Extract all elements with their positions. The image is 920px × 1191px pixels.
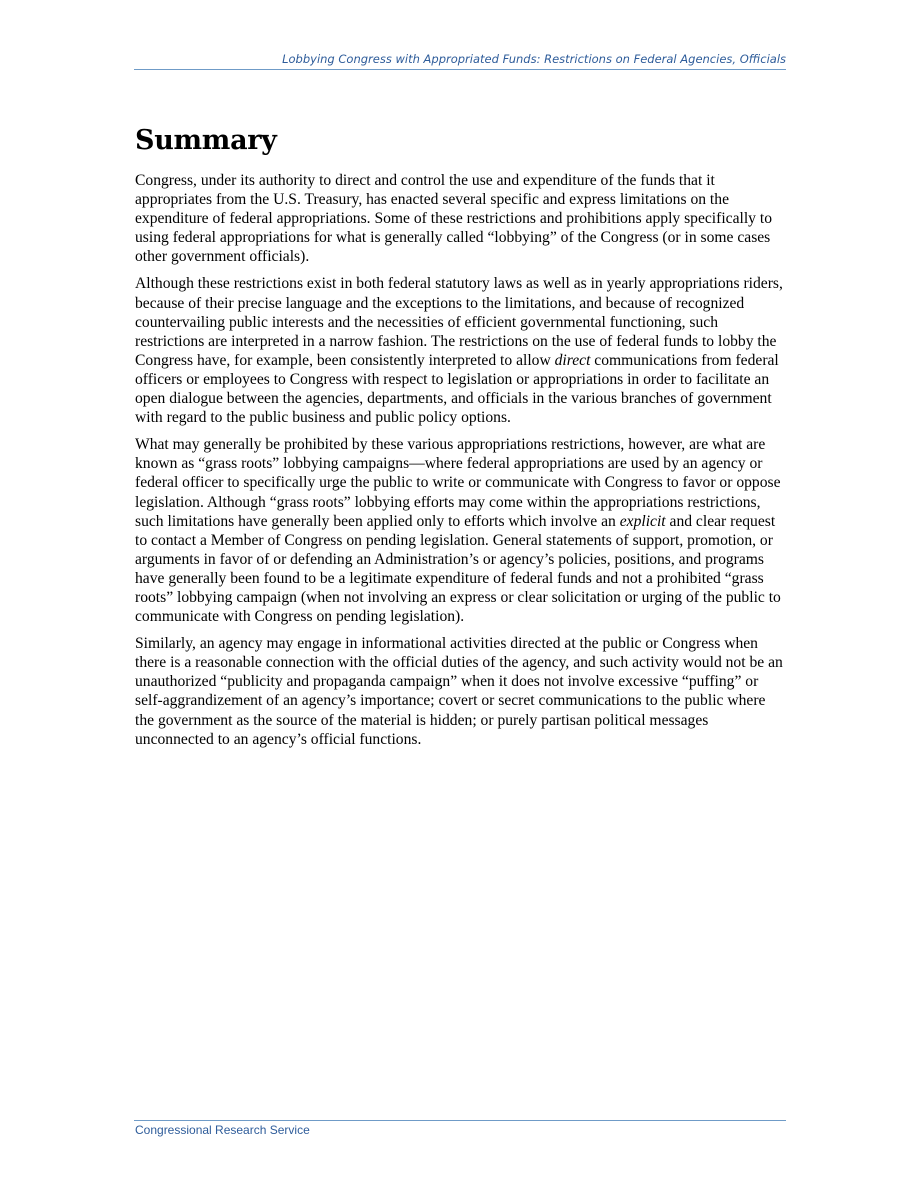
emphasis-direct: direct bbox=[554, 351, 591, 369]
paragraph-3-text-end: and clear request to contact a Member of Congress on pending legislation. General statements of support, promotion, or arguments in favor of or defending an Administration’s or agency’s policies, positions, and programs have generally been found to be a legitimate expenditure of federal funds and not a prohibited “grass roots” lobbying campaign (when not involving an express or clear solicitation or urging of the public to communicate with Congress on pending legislation). bbox=[135, 512, 781, 626]
emphasis-explicit: explicit bbox=[619, 512, 666, 530]
summary-paragraph-4: Similarly, an agency may engage in informational activities directed at the public or Congress when there is a reasonable connection with the official duties of the agency, and such activity would not be an unauthorized “publicity and propaganda campaign” when it does not involve excessive “puffing” or self-aggrandizement of an agency’s importance; covert or secret communications to the public where the government as the source of the material is hidden; or purely partisan political messages unconnected to an agency’s official functions. bbox=[135, 635, 783, 748]
section-heading: Summary bbox=[135, 125, 277, 156]
summary-paragraph-1: Congress, under its authority to direct and control the use and expenditure of the funds that it appropriates from the U.S. Treasury, has enacted several specific and express limitations on the expenditure of federal appropriations. Some of these restrictions and prohibitions apply specifically to using federal appropriations for what is generally called “lobbying” of the Congress (or in some cases other government officials). bbox=[135, 172, 772, 266]
footer-divider bbox=[134, 1120, 786, 1121]
paragraph-2-text-start: Although these restrictions exist in both federal statutory laws as well as in yearly appropriations riders, because of their precise language and the exceptions to the limitations, and because of recognized countervailing public interests and the necessities of efficient governmental functioning, such restrictions are interpreted in a narrow fashion. The restrictions on the use of federal funds to lobby the Congress have, for example, been consistently interpreted to allow bbox=[135, 275, 783, 369]
paragraph-3-text-start: What may generally be prohibited by these various appropriations restrictions, however, are what are known as “grass roots” lobbying campaigns—where federal appropriations are used by an agency or federal officer to specifically urge the public to write or communicate with Congress to favor or oppose legislation. Although “grass roots” lobbying efforts may come within the appropriations restrictions, such limitations have generally been applied only to efforts which involve an bbox=[135, 436, 781, 530]
summary-paragraph-3 bbox=[135, 435, 785, 626]
paragraph-2-text-end: communications from federal officers or employees to Congress with respect to legislation or appropriations in order to facilitate an open dialogue between the agencies, departments, and officials in the various branches of government with regard to the public business and public policy options. bbox=[135, 351, 779, 427]
footer-organization: Congressional Research Service bbox=[135, 1123, 310, 1137]
running-header-title: Lobbying Congress with Appropriated Funds: Restrictions on Federal Agencies, Officials bbox=[282, 52, 786, 66]
header-divider bbox=[134, 69, 786, 70]
summary-paragraph-2 bbox=[135, 274, 785, 427]
summary-section bbox=[135, 121, 785, 757]
